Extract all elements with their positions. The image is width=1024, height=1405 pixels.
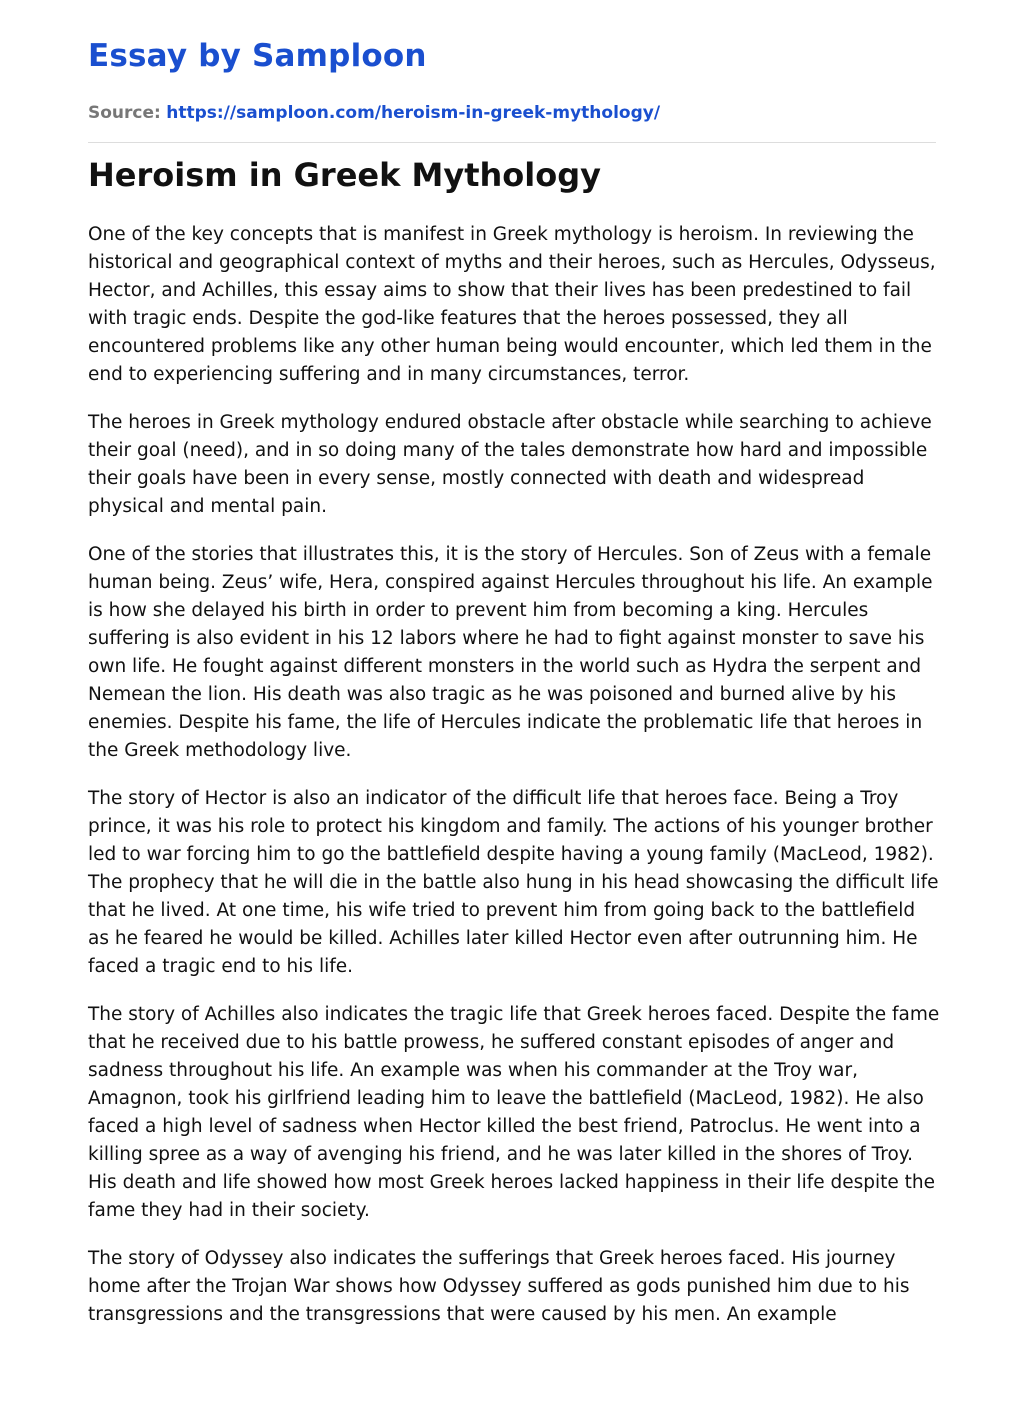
essay-title: Heroism in Greek Mythology (88, 156, 601, 194)
essay-body (88, 221, 940, 1349)
essay-paragraph: The story of Odyssey also indicates the sufferings that Greek heroes faced. His journey home after the Trojan War shows how Odyssey suffered as gods punished him due to his transgressions and the transgressions that were caused by his men. An example (88, 1248, 910, 1325)
source-line (88, 102, 660, 124)
header-divider (88, 142, 936, 143)
essay-paragraph: The heroes in Greek mythology endured obstacle after obstacle while searching to achieve their goal (need), and in so doing many of the tales demonstrate how hard and impossible their goals have been in every sense, mostly connected with death and widespread physical and mental pain. (88, 412, 932, 517)
essay-paragraph: One of the key concepts that is manifest in Greek mythology is heroism. In reviewing the historical and geographical context of myths and their heroes, such as Hercules, Odysseus, Hector, and Achilles, this essay aims to show that their lives has been predestined to fail with tragic ends. Despite the god-like features that the heroes possessed, they all encountered problems like any other human being would encounter, which led them in the end to experiencing suffering and in many circumstances, terror. (88, 224, 936, 385)
essay-paragraph: The story of Hector is also an indicator of the difficult life that heroes face. Being a Troy prince, it was his role to protect his kingdom and family. The actions of his younger brother led to war forcing him to go the battlefield despite having a young family (MacLeod, 1982). The prophecy that he will die in the battle also hung in his head showcasing the difficult life that he lived. At one time, his wife tried to prevent him from going back to the battlefield as he feared he would be killed. Achilles later killed Hector even after outrunning him. He faced a tragic end to his life. (88, 788, 939, 977)
source-label: Source: (88, 103, 161, 123)
essay-paragraph: The story of Achilles also indicates the tragic life that Greek heroes faced. Despite the fame that he received due to his battle prowess, he suffered constant episodes of anger and sadness throughout his life. An example was when his commander at the Troy war, Amagnon, took his girlfriend leading him to leave the battlefield (MacLeod, 1982). He also faced a high level of sadness when Hector killed the best friend, Patroclus. He went into a killing spree as a way of avenging his friend, and he was later killed in the shores of Troy. His death and life showed how most Greek heroes lacked happiness in their life despite the fame they had in their society. (88, 1004, 940, 1221)
essay-paragraph: One of the stories that illustrates this, it is the story of Hercules. Son of Zeus with a female human being. Zeus’ wife, Hera, conspired against Hercules throughout his life. An example is how she delayed his birth in order to prevent him from becoming a king. Hercules suffering is also evident in his 12 labors where he had to fight against monster to save his own life. He fought against different monsters in the world such as Hydra the serpent and Nemean the lion. His death was also tragic as he was poisoned and burned alive by his enemies. Despite his fame, the life of Hercules indicate the problematic life that heroes in the Greek methodology live. (88, 544, 933, 761)
brand-title[interactable]: Essay by Samploon (88, 38, 427, 74)
source-link[interactable]: https://samploon.com/heroism-in-greek-mythology/ (166, 103, 661, 123)
